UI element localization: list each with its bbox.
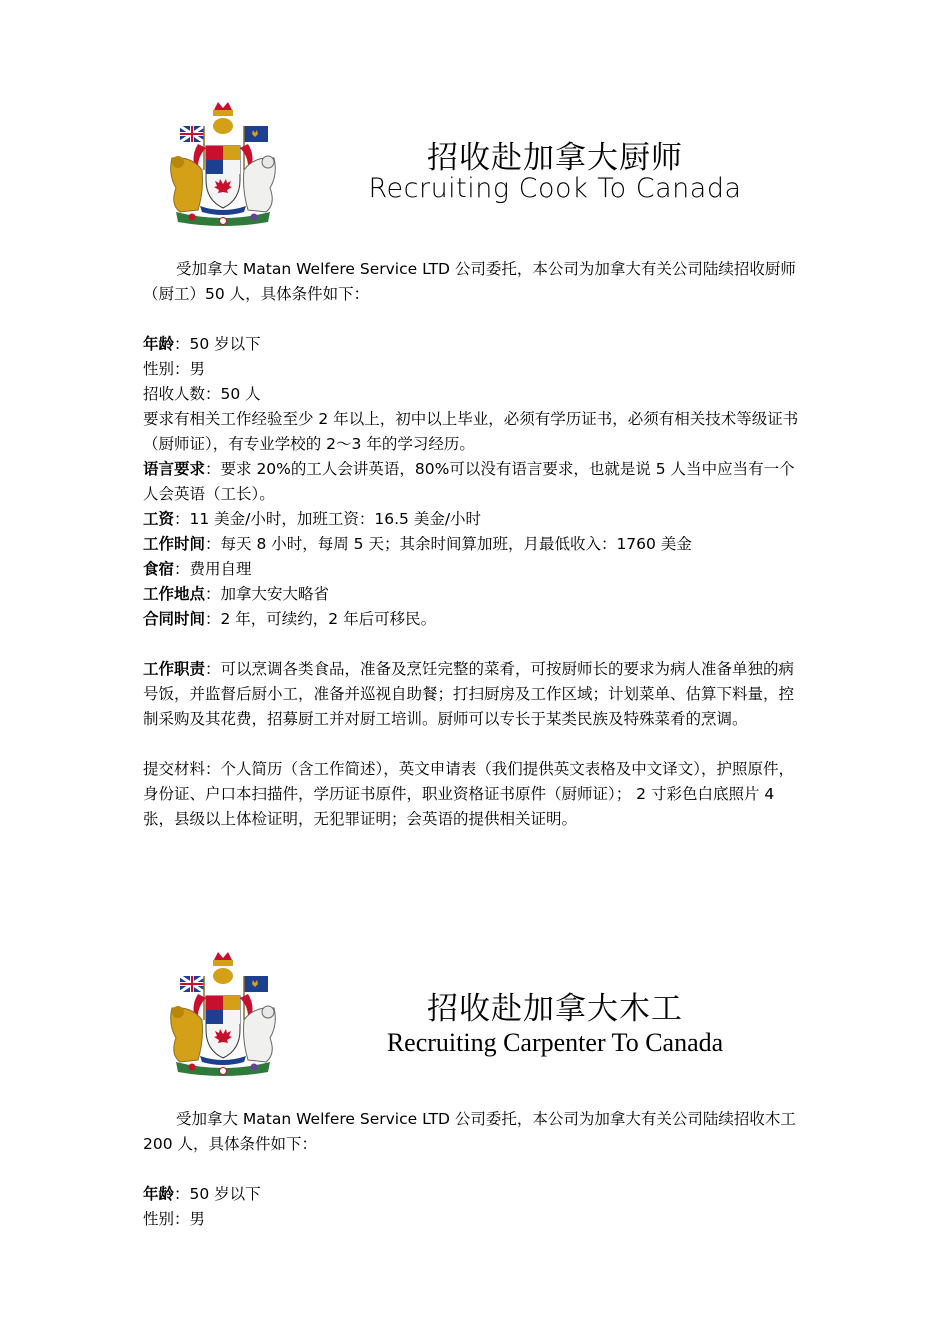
gender-line: 性别：男	[143, 1210, 206, 1228]
hours-label: 工作时间	[143, 535, 206, 553]
coat-of-arms-graphic	[158, 100, 288, 230]
language-value: ：要求 20%的工人会讲英语，80%可以没有语言要求，也就是说 5 人当中应当有一个人会英语（工长）。	[143, 460, 795, 503]
hours-line	[143, 532, 808, 557]
materials-paragraph: 提交材料：个人简历（含工作简述），英文申请表（我们提供英文表格及中文译文），护照原件，身份证、户口本扫描件，学历证书原件，职业资格证书原件（厨师证）； 2 寸彩色白底照片 4 张，县级以上体检证明，无犯罪证明；会英语的提供相关证明。	[143, 760, 795, 828]
age-line	[143, 1182, 808, 1207]
duties-value: ：可以烹调各类食品，准备及烹饪完整的菜肴，可按厨师长的要求为病人准备单独的病号饭，并监督后厨小工，准备并巡视自助餐；打扫厨房及工作区域；计划菜单、估算下料量，控制采购及其花费，招募厨工并对厨工培训。厨师可以专长于某类民族及特殊菜肴的烹调。	[143, 660, 795, 728]
location-label: 工作地点	[143, 585, 206, 603]
hours-value: ：每天 8 小时，每周 5 天；其余时间算加班，月最低收入：1760 美金	[205, 535, 692, 553]
language-line	[143, 457, 808, 507]
age-label: 年龄	[143, 335, 175, 353]
contract-label: 合同时间	[143, 610, 206, 628]
intro-paragraph: 受加拿大 Matan Welfere Service LTD 公司委托，本公司为加拿大有关公司陆续招收木工 200 人，具体条件如下：	[143, 1110, 796, 1153]
board-line	[143, 557, 808, 582]
job-description	[143, 1107, 808, 1232]
salary-value: ：11 美金/小时，加班工资：16.5 美金/小时	[174, 510, 482, 528]
location-line	[143, 582, 808, 607]
language-label: 语言要求	[143, 460, 206, 478]
duties-paragraph	[143, 657, 808, 732]
intro-paragraph: 受加拿大 Matan Welfere Service LTD 公司委托，本公司为加拿大有关公司陆续招收厨师（厨工）50 人，具体条件如下：	[143, 260, 796, 303]
board-value: ：费用自理	[174, 560, 252, 578]
coat-of-arms-icon	[158, 950, 288, 1080]
age-value: ：50 岁以下	[174, 335, 261, 353]
job-description	[143, 257, 808, 832]
age-line	[143, 332, 808, 357]
coat-of-arms-graphic	[158, 950, 288, 1080]
section-title-en: Recruiting Cook To Canada	[368, 173, 742, 204]
count-line: 招收人数：50 人	[143, 385, 261, 403]
salary-label: 工资	[143, 510, 175, 528]
section-title-zh: 招收赴加拿大厨师	[427, 140, 683, 176]
age-value: ：50 岁以下	[174, 1185, 261, 1203]
contract-value: ：2 年，可续约，2 年后可移民。	[205, 610, 437, 628]
contract-line	[143, 607, 808, 632]
location-value: ：加拿大安大略省	[205, 585, 330, 603]
coat-of-arms-icon	[158, 100, 288, 230]
age-label: 年龄	[143, 1185, 175, 1203]
duties-label: 工作职责	[143, 660, 206, 678]
requirement-line: 要求有相关工作经验至少 2 年以上，初中以上毕业，必须有学历证书，必须有相关技术等级证书（厨师证），有专业学校的 2～3 年的学习经历。	[143, 410, 799, 453]
section-title-en: Recruiting Carpenter To Canada	[386, 1028, 724, 1057]
board-label: 食宿	[143, 560, 175, 578]
section-title-zh: 招收赴加拿大木工	[427, 991, 683, 1027]
salary-line	[143, 507, 808, 532]
gender-line: 性别：男	[143, 360, 206, 378]
